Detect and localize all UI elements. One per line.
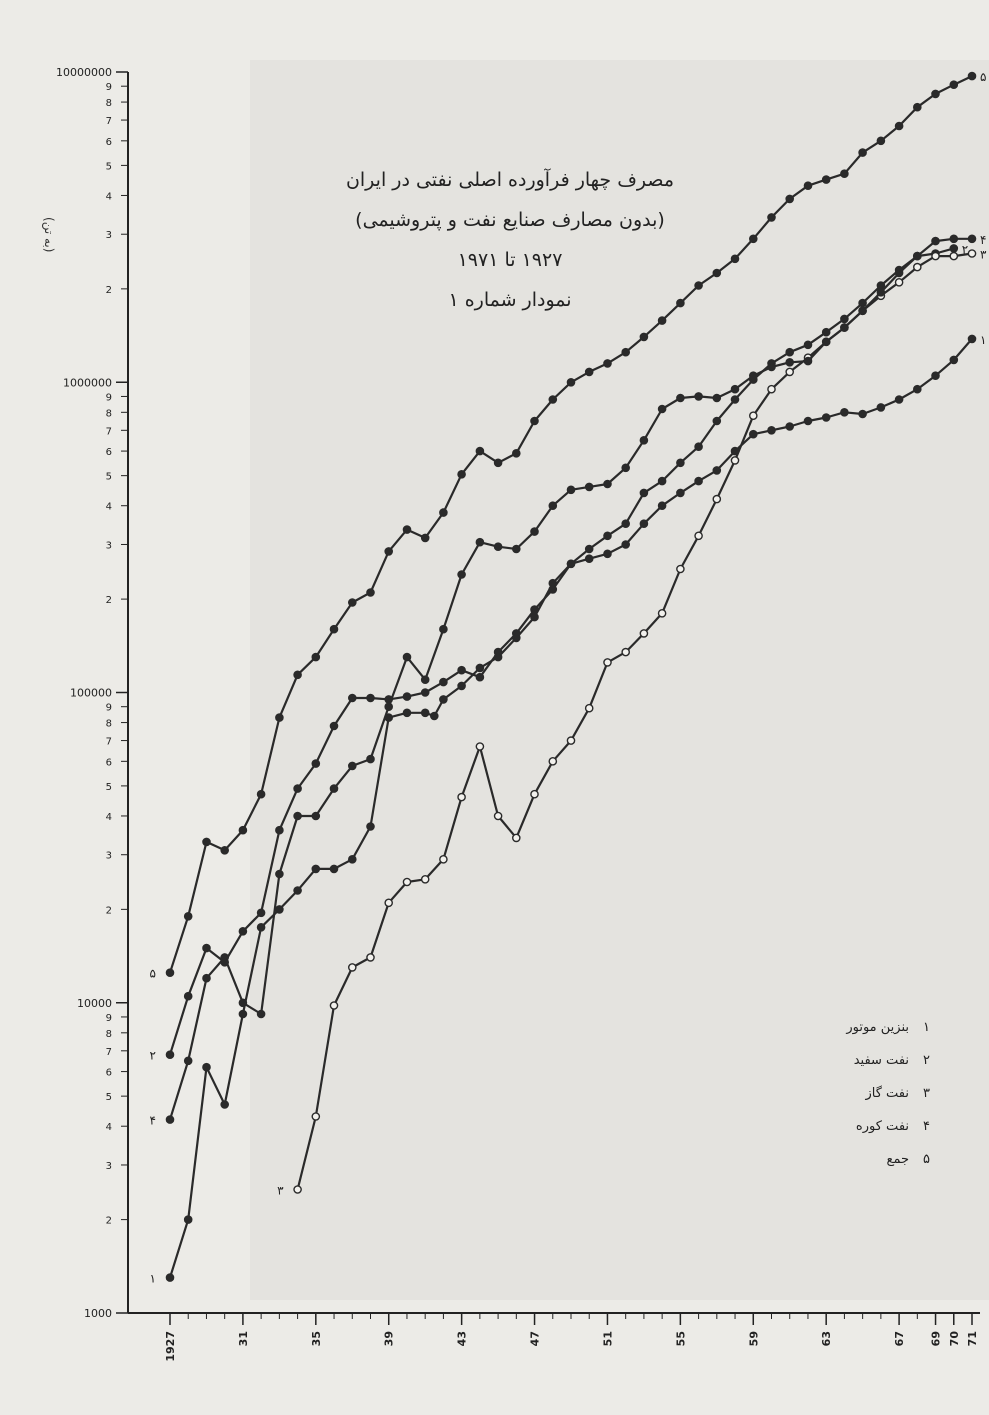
data-point (786, 423, 793, 430)
data-point (476, 674, 483, 681)
data-point (914, 264, 921, 271)
data-point (166, 1274, 173, 1281)
data-point (750, 372, 757, 379)
data-point (932, 90, 939, 97)
data-point (422, 689, 429, 696)
data-point (531, 606, 538, 613)
data-point (531, 791, 538, 798)
legend-label: نفت گاز (865, 1086, 910, 1101)
series-start-label: ۵ (149, 966, 156, 981)
data-point (185, 1057, 192, 1064)
legend-item (790, 1152, 930, 1185)
data-point (604, 659, 611, 666)
data-point (750, 412, 757, 419)
y-minor-label: 3 (105, 230, 112, 242)
y-minor-label: 2 (105, 905, 112, 917)
data-point (258, 909, 265, 916)
y-minor-label: 9 (105, 392, 112, 404)
legend-label: جمع (886, 1152, 910, 1167)
data-point (440, 679, 447, 686)
data-point (586, 483, 593, 490)
chart-title-block (330, 160, 690, 320)
data-point (312, 654, 319, 661)
data-point (476, 664, 483, 671)
data-point (950, 81, 957, 88)
data-point (950, 235, 957, 242)
y-minor-label: 3 (105, 540, 112, 552)
y-minor-label: 8 (105, 98, 112, 110)
data-point (841, 324, 848, 331)
data-point (531, 528, 538, 535)
data-point (640, 333, 647, 340)
data-point (713, 417, 720, 424)
data-point (622, 349, 629, 356)
series-end-label: ۲ (961, 242, 969, 257)
legend-item (790, 1020, 930, 1053)
legend-number: ۵ (923, 1152, 930, 1167)
data-point (677, 489, 684, 496)
data-point (403, 654, 410, 661)
y-tick-label: 1000 (84, 1307, 112, 1320)
x-tick-label: 35 (309, 1331, 323, 1347)
series-end-label: ۱ (980, 332, 987, 347)
data-point (495, 459, 502, 466)
data-point (294, 671, 301, 678)
data-point (367, 954, 374, 961)
data-point (330, 785, 337, 792)
series-start-label: ۳ (277, 1183, 284, 1198)
y-minor-label: 8 (105, 408, 112, 420)
data-point (476, 539, 483, 546)
data-point (586, 368, 593, 375)
chart-figure-number: نمودار شماره ۱ (448, 289, 572, 311)
data-point (731, 457, 738, 464)
data-point (659, 405, 666, 412)
data-point (950, 356, 957, 363)
data-point (458, 667, 465, 674)
data-point (276, 870, 283, 877)
data-point (604, 360, 611, 367)
data-point (458, 794, 465, 801)
data-point (440, 856, 447, 863)
x-tick-label: 71 (966, 1331, 979, 1347)
data-point (823, 338, 830, 345)
series-end-label: ۴ (980, 232, 987, 247)
data-point (549, 586, 556, 593)
data-point (640, 630, 647, 637)
data-point (422, 709, 429, 716)
data-point (786, 349, 793, 356)
data-point (731, 396, 738, 403)
data-point (440, 626, 447, 633)
data-point (549, 396, 556, 403)
data-point (731, 386, 738, 393)
x-tick-label: 63 (820, 1331, 834, 1347)
data-point (166, 969, 173, 976)
x-tick-label: 70 (947, 1331, 961, 1347)
data-point (640, 520, 647, 527)
data-point (513, 630, 520, 637)
data-point (403, 709, 410, 716)
data-point (695, 478, 702, 485)
y-minor-label: 7 (105, 1046, 112, 1058)
data-point (968, 235, 975, 242)
data-point (677, 459, 684, 466)
data-point (914, 386, 921, 393)
data-point (330, 626, 337, 633)
legend-number: ۴ (923, 1119, 930, 1134)
data-point (877, 404, 884, 411)
x-tick-label: 47 (528, 1331, 542, 1347)
data-point (695, 532, 702, 539)
data-point (385, 548, 392, 555)
data-point (841, 315, 848, 322)
y-tick-label: 100000 (70, 686, 112, 700)
data-point (567, 560, 574, 567)
y-minor-label: 7 (105, 426, 112, 438)
y-minor-label: 3 (105, 1160, 112, 1172)
data-point (659, 610, 666, 617)
x-tick-label: 1927 (164, 1331, 177, 1362)
data-point (640, 437, 647, 444)
y-minor-label: 9 (105, 702, 112, 714)
data-point (312, 760, 319, 767)
data-point (349, 964, 356, 971)
data-point (349, 762, 356, 769)
data-point (258, 1010, 265, 1017)
legend-label: نفت سفید (853, 1053, 910, 1068)
data-point (604, 532, 611, 539)
y-minor-label: 8 (105, 1028, 112, 1040)
data-point (422, 534, 429, 541)
x-tick-label: 31 (236, 1331, 250, 1347)
data-point (495, 543, 502, 550)
data-point (549, 758, 556, 765)
data-point (622, 541, 629, 548)
data-point (659, 478, 666, 485)
data-point (640, 489, 647, 496)
x-tick-label: 67 (893, 1331, 907, 1347)
data-point (367, 694, 374, 701)
data-point (859, 300, 866, 307)
data-point (586, 705, 593, 712)
data-point (713, 496, 720, 503)
y-minor-label: 8 (105, 718, 112, 730)
data-point (677, 394, 684, 401)
series-start-label: ۱ (149, 1271, 156, 1286)
data-point (950, 245, 957, 252)
data-point (513, 834, 520, 841)
data-point (604, 480, 611, 487)
data-point (458, 471, 465, 478)
data-point (768, 427, 775, 434)
data-point (604, 550, 611, 557)
y-minor-label: 9 (105, 1012, 112, 1024)
data-point (422, 876, 429, 883)
legend-label: بنزین موتور (846, 1020, 910, 1035)
y-minor-label: 2 (105, 284, 112, 296)
data-point (786, 195, 793, 202)
data-point (458, 682, 465, 689)
data-point (203, 838, 210, 845)
data-point (185, 913, 192, 920)
y-tick-label: 1000000 (63, 376, 112, 390)
y-minor-label: 5 (105, 161, 112, 173)
data-point (385, 703, 392, 710)
legend-label: نفت کوره (855, 1119, 910, 1134)
x-tick-label: 55 (674, 1331, 688, 1347)
y-minor-label: 5 (105, 471, 112, 483)
y-minor-label: 6 (105, 447, 112, 459)
data-point (239, 827, 246, 834)
data-point (841, 170, 848, 177)
data-point (458, 571, 465, 578)
y-minor-label: 6 (105, 757, 112, 769)
legend-item (790, 1086, 930, 1119)
chart-title: مصرف چهار فرآورده اصلی نفتی در ایران (345, 169, 675, 191)
data-point (622, 464, 629, 471)
data-point (349, 599, 356, 606)
data-point (768, 214, 775, 221)
data-point (476, 743, 483, 750)
data-point (403, 526, 410, 533)
data-point (203, 1064, 210, 1071)
data-point (330, 1002, 337, 1009)
data-point (823, 176, 830, 183)
x-tick-label: 39 (382, 1331, 396, 1347)
data-point (804, 182, 811, 189)
series-end-label: ۳ (980, 247, 987, 262)
data-point (968, 73, 975, 80)
data-point (896, 279, 903, 286)
legend-number: ۱ (923, 1020, 930, 1035)
data-point (567, 379, 574, 386)
data-point (276, 714, 283, 721)
data-point (968, 335, 975, 342)
data-point (440, 696, 447, 703)
y-minor-label: 6 (105, 136, 112, 148)
y-minor-label: 7 (105, 736, 112, 748)
data-point (312, 865, 319, 872)
series-start-label: ۲ (149, 1048, 156, 1063)
y-minor-label: 4 (105, 1122, 112, 1134)
y-tick-label: 10000000 (56, 66, 112, 79)
legend-number: ۲ (923, 1053, 930, 1068)
chart-subtitle: (بدون مصارف صنایع نفت و پتروشیمی) (355, 209, 665, 231)
data-point (385, 899, 392, 906)
data-point (823, 329, 830, 336)
data-point (185, 993, 192, 1000)
data-point (695, 393, 702, 400)
data-point (841, 409, 848, 416)
data-point (221, 954, 228, 961)
data-point (476, 448, 483, 455)
data-point (513, 545, 520, 552)
data-point (804, 341, 811, 348)
data-point (403, 878, 410, 885)
data-point (859, 307, 866, 314)
data-point (276, 906, 283, 913)
y-minor-label: 4 (105, 811, 112, 823)
series-end-label: ۵ (980, 70, 987, 85)
y-minor-label: 5 (105, 781, 112, 793)
y-minor-label: 4 (105, 501, 112, 513)
data-point (896, 122, 903, 129)
series-start-label: ۴ (149, 1113, 156, 1128)
data-point (330, 865, 337, 872)
data-point (203, 975, 210, 982)
data-point (950, 253, 957, 260)
data-point (768, 363, 775, 370)
data-point (294, 785, 301, 792)
data-point (367, 823, 374, 830)
data-point (932, 372, 939, 379)
data-point (659, 502, 666, 509)
data-point (367, 589, 374, 596)
y-minor-label: 7 (105, 116, 112, 128)
data-point (276, 827, 283, 834)
data-point (549, 502, 556, 509)
data-point (713, 394, 720, 401)
data-point (968, 250, 975, 257)
x-tick-label: 51 (601, 1331, 615, 1347)
data-point (804, 417, 811, 424)
legend-number: ۳ (923, 1086, 930, 1101)
data-point (877, 289, 884, 296)
y-minor-label: 3 (105, 850, 112, 862)
data-point (586, 545, 593, 552)
data-point (513, 450, 520, 457)
data-point (567, 486, 574, 493)
data-point (166, 1051, 173, 1058)
data-point (221, 847, 228, 854)
data-point (622, 649, 629, 656)
data-point (294, 1186, 301, 1193)
y-minor-label: 6 (105, 1067, 112, 1079)
data-point (239, 1010, 246, 1017)
chart-year-range: ۱۹۲۷ تا ۱۹۷۱ (457, 249, 563, 271)
data-point (896, 269, 903, 276)
data-point (586, 555, 593, 562)
data-point (695, 443, 702, 450)
data-point (185, 1216, 192, 1223)
data-point (932, 253, 939, 260)
data-point (312, 812, 319, 819)
data-point (677, 565, 684, 572)
data-point (440, 509, 447, 516)
data-point (312, 1113, 319, 1120)
data-point (914, 104, 921, 111)
data-point (567, 737, 574, 744)
data-point (367, 756, 374, 763)
data-point (431, 712, 438, 719)
data-point (786, 368, 793, 375)
y-minor-label: 5 (105, 1092, 112, 1104)
data-point (823, 414, 830, 421)
data-point (786, 359, 793, 366)
data-point (349, 856, 356, 863)
data-point (258, 924, 265, 931)
data-point (495, 649, 502, 656)
legend-item (790, 1119, 930, 1152)
data-point (221, 1101, 228, 1108)
data-point (768, 386, 775, 393)
data-point (330, 722, 337, 729)
legend-item (790, 1053, 930, 1086)
data-point (403, 693, 410, 700)
data-point (294, 887, 301, 894)
data-point (349, 694, 356, 701)
data-point (713, 269, 720, 276)
data-point (914, 253, 921, 260)
y-minor-label: 9 (105, 82, 112, 94)
x-tick-label: 59 (747, 1331, 761, 1347)
y-tick-label: 10000 (77, 996, 112, 1010)
y-minor-label: 2 (105, 1215, 112, 1227)
data-point (859, 410, 866, 417)
data-point (258, 791, 265, 798)
x-tick-label: 69 (929, 1331, 943, 1347)
data-point (731, 255, 738, 262)
y-minor-label: 2 (105, 595, 112, 607)
data-point (495, 812, 502, 819)
data-point (166, 1116, 173, 1123)
x-tick-label: 43 (455, 1331, 469, 1347)
data-point (695, 282, 702, 289)
data-point (422, 676, 429, 683)
data-point (239, 928, 246, 935)
y-axis-label: (به تن) (42, 217, 56, 253)
data-point (750, 235, 757, 242)
data-point (932, 238, 939, 245)
data-point (877, 137, 884, 144)
data-point (713, 467, 720, 474)
data-point (804, 358, 811, 365)
data-point (896, 396, 903, 403)
legend (790, 1020, 930, 1185)
data-point (294, 812, 301, 819)
data-point (239, 999, 246, 1006)
data-point (203, 945, 210, 952)
data-point (531, 417, 538, 424)
data-point (859, 149, 866, 156)
data-point (750, 431, 757, 438)
y-minor-label: 4 (105, 191, 112, 203)
data-point (622, 520, 629, 527)
